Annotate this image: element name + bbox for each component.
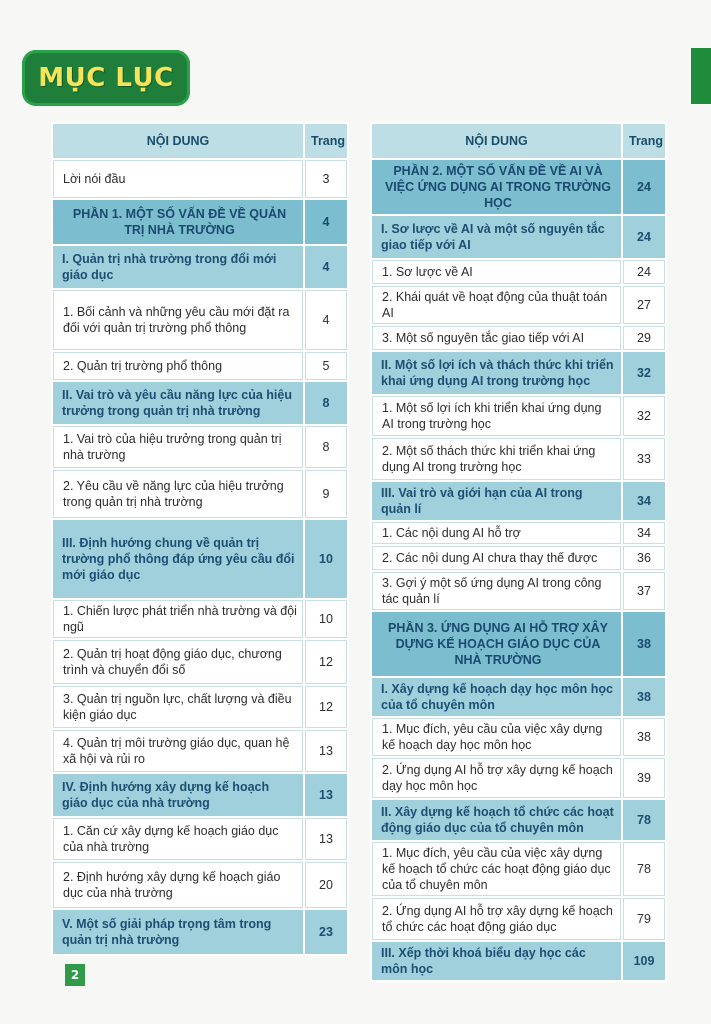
toc-entry[interactable] bbox=[371, 285, 666, 325]
toc-entry[interactable] bbox=[371, 325, 666, 351]
toc-body-right bbox=[371, 159, 666, 981]
toc-entry-page: 38 bbox=[622, 611, 666, 677]
toc-entry[interactable] bbox=[52, 289, 348, 351]
toc-section[interactable] bbox=[371, 351, 666, 395]
toc-entry[interactable] bbox=[52, 861, 348, 909]
toc-entry-page: 38 bbox=[622, 677, 666, 717]
toc-entry-page: 8 bbox=[304, 381, 348, 425]
toc-entry-page: 34 bbox=[622, 481, 666, 521]
toc-entry-text: 2. Ứng dụng AI hỗ trợ xây dựng kế hoạch dạy học môn học bbox=[371, 757, 622, 799]
toc-entry-page: 13 bbox=[304, 817, 348, 861]
toc-entry-page: 4 bbox=[304, 199, 348, 245]
toc-section[interactable] bbox=[371, 481, 666, 521]
toc-entry-text: III. Định hướng chung về quản trị trường phổ thông đáp ứng yêu cầu đổi mới giáo dục bbox=[52, 519, 304, 599]
toc-entry-page: 29 bbox=[622, 325, 666, 351]
toc-entry-text: PHẦN 3. ỨNG DỤNG AI HỖ TRỢ XÂY DỰNG KẾ HOẠCH GIÁO DỤC CỦA NHÀ TRƯỜNG bbox=[371, 611, 622, 677]
toc-entry-page: 36 bbox=[622, 545, 666, 571]
toc-entry[interactable] bbox=[52, 351, 348, 381]
toc-entry[interactable] bbox=[371, 757, 666, 799]
toc-entry[interactable] bbox=[52, 729, 348, 773]
toc-entry-text: 2. Khái quát về hoạt động của thuật toán AI bbox=[371, 285, 622, 325]
toc-entry-text: I. Quản trị nhà trường trong đổi mới giáo dục bbox=[52, 245, 304, 289]
toc-entry-page: 5 bbox=[304, 351, 348, 381]
toc-entry-text: 3. Gợi ý một số ứng dụng AI trong công tác quản lí bbox=[371, 571, 622, 611]
toc-entry-text: PHẦN 2. MỘT SỐ VẤN ĐỀ VỀ AI VÀ VIỆC ỨNG DỤNG AI TRONG TRƯỜNG HỌC bbox=[371, 159, 622, 215]
toc-entry-text: II. Vai trò và yêu cầu năng lực của hiệu trưởng trong quản trị nhà trường bbox=[52, 381, 304, 425]
toc-entry-text: II. Xây dựng kế hoạch tổ chức các hoạt động giáo dục của tổ chuyên môn bbox=[371, 799, 622, 841]
toc-header-row bbox=[52, 123, 348, 159]
toc-entry[interactable] bbox=[52, 639, 348, 685]
toc-entry-text: I. Xây dựng kế hoạch dạy học môn học của tổ chuyên môn bbox=[371, 677, 622, 717]
toc-entry[interactable] bbox=[52, 469, 348, 519]
toc-section[interactable] bbox=[371, 677, 666, 717]
toc-entry-text: 1. Bối cảnh và những yêu cầu mới đặt ra đối với quản trị trường phổ thông bbox=[52, 289, 304, 351]
toc-entry-page: 13 bbox=[304, 729, 348, 773]
toc-section[interactable] bbox=[52, 519, 348, 599]
toc-entry-page: 32 bbox=[622, 395, 666, 437]
toc-entry-page: 24 bbox=[622, 259, 666, 285]
toc-entry-page: 37 bbox=[622, 571, 666, 611]
toc-entry[interactable] bbox=[52, 817, 348, 861]
toc-entry-text: 1. Mục đích, yêu cầu của việc xây dựng kế hoạch dạy học môn học bbox=[371, 717, 622, 757]
toc-table-right bbox=[370, 122, 667, 982]
toc-entry[interactable] bbox=[371, 437, 666, 481]
toc-section[interactable] bbox=[371, 941, 666, 981]
toc-body-left bbox=[52, 159, 348, 955]
toc-entry[interactable] bbox=[371, 545, 666, 571]
toc-entry[interactable] bbox=[371, 571, 666, 611]
toc-entry-text: 1. Mục đích, yêu cầu của việc xây dựng kế hoạch tổ chức các hoạt động giáo dục của tổ chuyên môn bbox=[371, 841, 622, 897]
toc-entry-page: 109 bbox=[622, 941, 666, 981]
toc-entry-text: III. Vai trò và giới hạn của AI trong quản lí bbox=[371, 481, 622, 521]
toc-entry-page: 24 bbox=[622, 215, 666, 259]
header-content: NỘI DUNG bbox=[371, 123, 622, 159]
toc-entry[interactable] bbox=[371, 717, 666, 757]
toc-section[interactable] bbox=[371, 215, 666, 259]
toc-entry-page: 39 bbox=[622, 757, 666, 799]
toc-entry-text: 3. Quản trị nguồn lực, chất lượng và điều kiện giáo dục bbox=[52, 685, 304, 729]
header-content: NỘI DUNG bbox=[52, 123, 304, 159]
toc-entry-page: 78 bbox=[622, 799, 666, 841]
toc-entry-text: 2. Một số thách thức khi triển khai ứng dụng AI trong trường học bbox=[371, 437, 622, 481]
page-number: 2 bbox=[65, 964, 85, 986]
toc-entry-page: 32 bbox=[622, 351, 666, 395]
toc-entry-text: 2. Quản trị hoạt động giáo dục, chương trình và chuyển đổi số bbox=[52, 639, 304, 685]
toc-entry-page: 38 bbox=[622, 717, 666, 757]
toc-header-row bbox=[371, 123, 666, 159]
toc-section[interactable] bbox=[52, 773, 348, 817]
toc-entry-page: 33 bbox=[622, 437, 666, 481]
toc-part[interactable] bbox=[371, 159, 666, 215]
toc-entry-page: 27 bbox=[622, 285, 666, 325]
toc-entry-text: III. Xếp thời khoá biểu dạy học các môn học bbox=[371, 941, 622, 981]
toc-entry-text: Lời nói đầu bbox=[52, 159, 304, 199]
header-page: Trang bbox=[622, 123, 666, 159]
toc-entry-page: 12 bbox=[304, 685, 348, 729]
toc-entry-page: 78 bbox=[622, 841, 666, 897]
toc-entry-text: IV. Định hướng xây dựng kế hoạch giáo dục của nhà trường bbox=[52, 773, 304, 817]
corner-band bbox=[691, 48, 711, 104]
toc-entry-text: I. Sơ lược về AI và một số nguyên tắc giao tiếp với AI bbox=[371, 215, 622, 259]
toc-entry[interactable] bbox=[371, 259, 666, 285]
toc-part[interactable] bbox=[52, 199, 348, 245]
page-title: MỤC LỤC bbox=[38, 63, 174, 93]
toc-section[interactable] bbox=[371, 799, 666, 841]
toc-section[interactable] bbox=[52, 909, 348, 955]
toc-entry[interactable] bbox=[371, 521, 666, 545]
toc-entry-page: 9 bbox=[304, 469, 348, 519]
toc-entry-text: PHẦN 1. MỘT SỐ VẤN ĐỀ VỀ QUẢN TRỊ NHÀ TRƯỜNG bbox=[52, 199, 304, 245]
toc-entry[interactable] bbox=[371, 897, 666, 941]
title-badge bbox=[22, 50, 190, 106]
toc-section[interactable] bbox=[52, 381, 348, 425]
toc-entry-page: 24 bbox=[622, 159, 666, 215]
toc-entry[interactable] bbox=[52, 599, 348, 639]
toc-entry[interactable] bbox=[371, 395, 666, 437]
toc-entry-text: 1. Một số lợi ích khi triển khai ứng dụng AI trong trường học bbox=[371, 395, 622, 437]
toc-entry-text: 2. Quản trị trường phổ thông bbox=[52, 351, 304, 381]
toc-entry-page: 4 bbox=[304, 289, 348, 351]
toc-entry-text: V. Một số giải pháp trọng tâm trong quản trị nhà trường bbox=[52, 909, 304, 955]
toc-entry-text: II. Một số lợi ích và thách thức khi triển khai ứng dụng AI trong trường học bbox=[371, 351, 622, 395]
toc-entry-text: 2. Định hướng xây dựng kế hoạch giáo dục của nhà trường bbox=[52, 861, 304, 909]
toc-entry-page: 13 bbox=[304, 773, 348, 817]
toc-entry-page: 12 bbox=[304, 639, 348, 685]
toc-entry-page: 23 bbox=[304, 909, 348, 955]
toc-entry-page: 20 bbox=[304, 861, 348, 909]
toc-entry-page: 10 bbox=[304, 519, 348, 599]
toc-entry-text: 1. Vai trò của hiệu trưởng trong quản trị nhà trường bbox=[52, 425, 304, 469]
toc-entry-page: 10 bbox=[304, 599, 348, 639]
toc-table-left bbox=[51, 122, 349, 956]
toc-section[interactable] bbox=[52, 245, 348, 289]
toc-entry-text: 1. Căn cứ xây dựng kế hoạch giáo dục của nhà trường bbox=[52, 817, 304, 861]
toc-entry-text: 2. Yêu cầu về năng lực của hiệu trưởng trong quản trị nhà trường bbox=[52, 469, 304, 519]
toc-entry[interactable] bbox=[52, 685, 348, 729]
toc-part[interactable] bbox=[371, 611, 666, 677]
toc-entry-text: 3. Một số nguyên tắc giao tiếp với AI bbox=[371, 325, 622, 351]
toc-entry-page: 79 bbox=[622, 897, 666, 941]
toc-entry-text: 1. Chiến lược phát triển nhà trường và đội ngũ bbox=[52, 599, 304, 639]
toc-entry[interactable] bbox=[52, 159, 348, 199]
header-page: Trang bbox=[304, 123, 348, 159]
toc-entry-page: 3 bbox=[304, 159, 348, 199]
toc-entry-text: 1. Các nội dung AI hỗ trợ bbox=[371, 521, 622, 545]
toc-entry[interactable] bbox=[371, 841, 666, 897]
toc-entry-text: 2. Ứng dụng AI hỗ trợ xây dựng kế hoạch tổ chức các hoạt động giáo dục bbox=[371, 897, 622, 941]
toc-entry-text: 2. Các nội dung AI chưa thay thế được bbox=[371, 545, 622, 571]
toc-entry-page: 8 bbox=[304, 425, 348, 469]
toc-entry-text: 4. Quản trị môi trường giáo dục, quan hệ xã hội và rủi ro bbox=[52, 729, 304, 773]
toc-entry-page: 4 bbox=[304, 245, 348, 289]
toc-entry-text: 1. Sơ lược về AI bbox=[371, 259, 622, 285]
toc-entry[interactable] bbox=[52, 425, 348, 469]
toc-entry-page: 34 bbox=[622, 521, 666, 545]
